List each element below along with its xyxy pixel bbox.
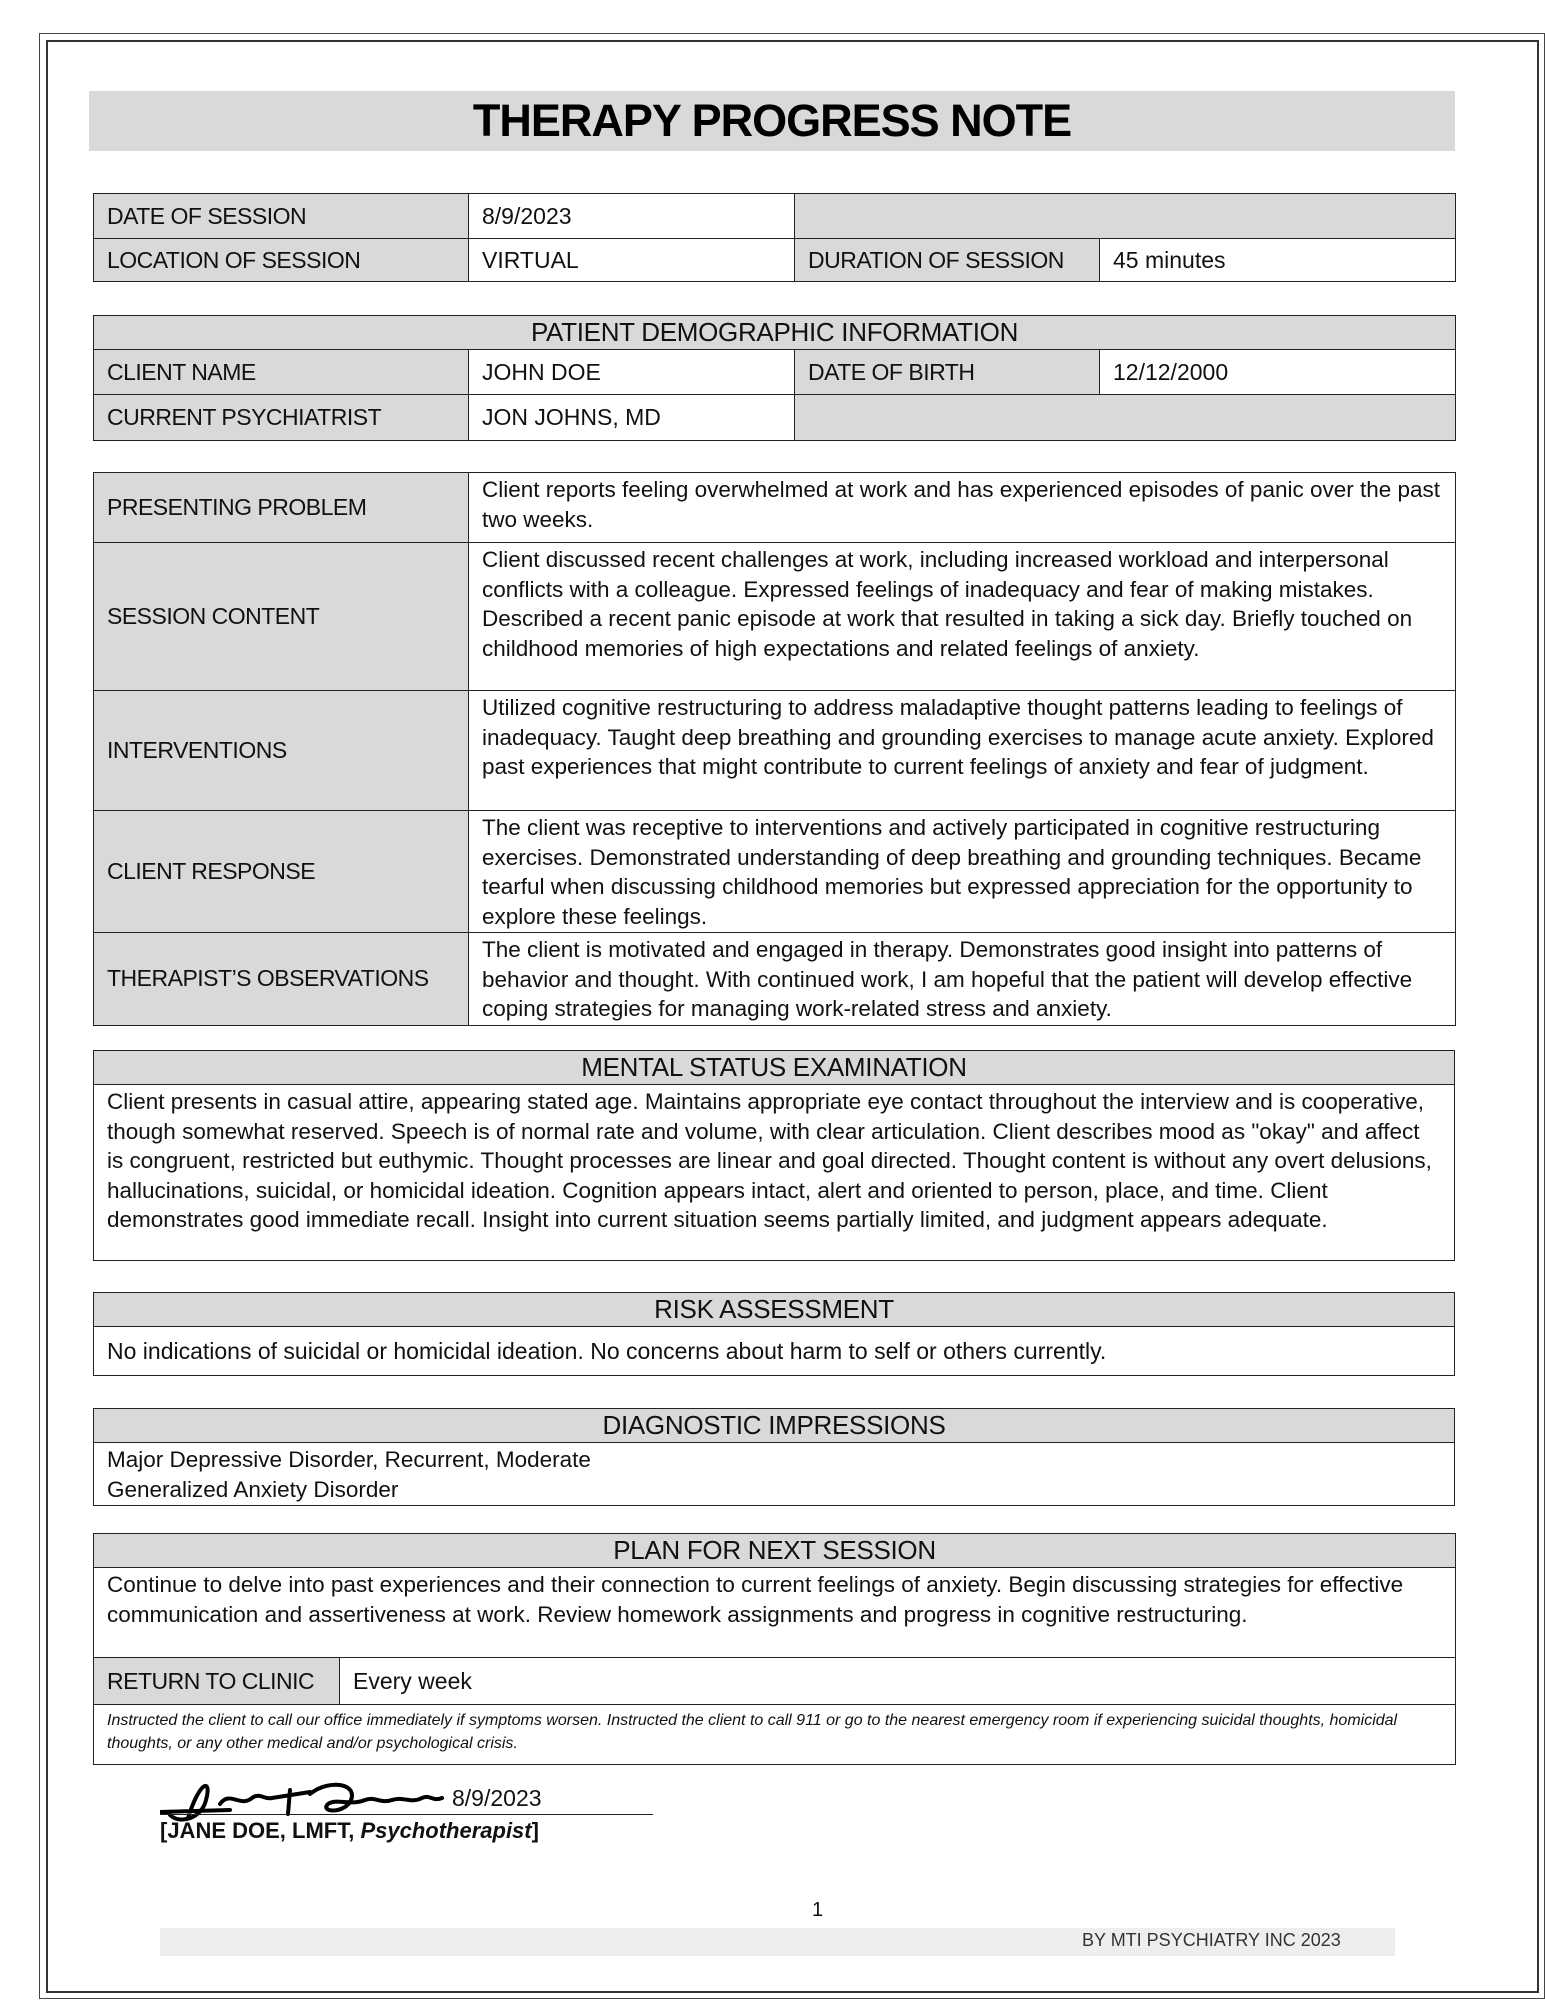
- diagnosis-item: Generalized Anxiety Disorder: [107, 1476, 399, 1502]
- plan-table: [93, 1533, 1456, 1765]
- document-title: THERAPY PROGRESS NOTE: [472, 95, 1072, 146]
- return-to-clinic-label: RETURN TO CLINIC: [94, 1658, 340, 1705]
- signature-date: 8/9/2023: [452, 1785, 542, 1811]
- session-content-label: SESSION CONTENT: [94, 543, 469, 691]
- signatory-role: Psychotherapist: [360, 1818, 532, 1843]
- empty-cell: [795, 395, 1456, 441]
- empty-cell: [795, 194, 1456, 239]
- diagnostic-header: DIAGNOSTIC IMPRESSIONS: [94, 1409, 1455, 1443]
- location-of-session-label: LOCATION OF SESSION: [94, 239, 469, 282]
- date-of-session-label: DATE OF SESSION: [94, 194, 469, 239]
- session-info-table: [93, 193, 1456, 282]
- current-psychiatrist-value: JON JOHNS, MD: [469, 395, 795, 441]
- plan-header: PLAN FOR NEXT SESSION: [94, 1534, 1456, 1568]
- diagnostic-list: [94, 1443, 1455, 1506]
- risk-assessment-text: No indications of suicidal or homicidal ideation. No concerns about harm to self or others currently.: [94, 1327, 1455, 1376]
- page-number: 1: [812, 1899, 824, 1921]
- footer-copyright: BY MTI PSYCHIATRY INC 2023: [1082, 1930, 1341, 1950]
- title-bar: [89, 91, 1455, 151]
- client-response-label: CLIENT RESPONSE: [94, 811, 469, 933]
- client-name-value: JOHN DOE: [469, 350, 795, 395]
- mental-status-text: Client presents in casual attire, appearing stated age. Maintains appropriate eye contact throughout the interview and is cooperative, though somewhat reserved. Speech is of normal rate and volume, with clear articulation. Client describes mood as "okay" and affect is congruent, restricted but euthymic. Thought processes are linear and goal directed. Thought content is without any overt delusions, hallucinations, suicidal, or homicidal ideation. Cognition appears intact, alert and oriented to person, place, and time. Client demonstrates good immediate recall. Insight into current situation seems partially limited, and judgment appears adequate.: [94, 1085, 1455, 1261]
- plan-text: Continue to delve into past experiences and their connection to current feelings of anxiety. Begin discussing strategies for effective communication and assertiveness at work. Review homework assignments and progress in cognitive restructuring.: [94, 1568, 1456, 1658]
- session-content-value: Client discussed recent challenges at work, including increased workload and interpersonal conflicts with a colleague. Expressed feelings of inadequacy and fear of making mistakes. Described a recent panic episode at work that resulted in taking a sick day. Briefly touched on childhood memories of high expectations and related feelings of anxiety.: [469, 543, 1456, 691]
- risk-assessment-table: [93, 1292, 1455, 1376]
- duration-of-session-value: 45 minutes: [1100, 239, 1456, 282]
- client-name-label: CLIENT NAME: [94, 350, 469, 395]
- location-of-session-value: VIRTUAL: [469, 239, 795, 282]
- mental-status-header: MENTAL STATUS EXAMINATION: [94, 1051, 1455, 1085]
- emergency-instructions: Instructed the client to call our office immediately if symptoms worsen. Instructed the client to call 911 or go to the nearest emergency room if experiencing suicidal thoughts, homicidal thoughts, or any other medical and/or psychological crisis.: [94, 1705, 1456, 1765]
- demographics-header: PATIENT DEMOGRAPHIC INFORMATION: [94, 316, 1456, 350]
- presenting-problem-value: Client reports feeling overwhelmed at work and has experienced episodes of panic over the past two weeks.: [469, 473, 1456, 543]
- signatory-name: [JANE DOE, LMFT, Psychotherapist]: [160, 1818, 539, 1843]
- date-of-birth-label: DATE OF BIRTH: [795, 350, 1100, 395]
- diagnostic-table: [93, 1408, 1455, 1506]
- interventions-label: INTERVENTIONS: [94, 691, 469, 811]
- therapist-observations-label: THERAPIST’S OBSERVATIONS: [94, 933, 469, 1026]
- demographics-table: [93, 315, 1456, 441]
- client-response-value: The client was receptive to interventions and actively participated in cognitive restructuring exercises. Demonstrated understanding of deep breathing and grounding techniques. Became tearful when discussing childhood memories but expressed appreciation for the opportunity to explore these feelings.: [469, 811, 1456, 933]
- date-of-session-value: 8/9/2023: [469, 194, 795, 239]
- clinical-table: [93, 472, 1456, 1026]
- therapist-observations-value: The client is motivated and engaged in therapy. Demonstrates good insight into patterns of behavior and thought. With continued work, I am hopeful that the patient will develop effective coping strategies for managing work-related stress and anxiety.: [469, 933, 1456, 1026]
- return-to-clinic-value: Every week: [340, 1658, 1456, 1705]
- duration-of-session-label: DURATION OF SESSION: [795, 239, 1100, 282]
- current-psychiatrist-label: CURRENT PSYCHIATRIST: [94, 395, 469, 441]
- diagnosis-item: Major Depressive Disorder, Recurrent, Moderate: [107, 1447, 591, 1472]
- risk-assessment-header: RISK ASSESSMENT: [94, 1293, 1455, 1327]
- presenting-problem-label: PRESENTING PROBLEM: [94, 473, 469, 543]
- interventions-value: Utilized cognitive restructuring to address maladaptive thought patterns leading to feelings of inadequacy. Taught deep breathing and grounding exercises to manage acute anxiety. Explored past experiences that might contribute to current feelings of anxiety and fear of judgment.: [469, 691, 1456, 811]
- mental-status-table: [93, 1050, 1455, 1261]
- date-of-birth-value: 12/12/2000: [1100, 350, 1456, 395]
- signature-line: [160, 1814, 653, 1815]
